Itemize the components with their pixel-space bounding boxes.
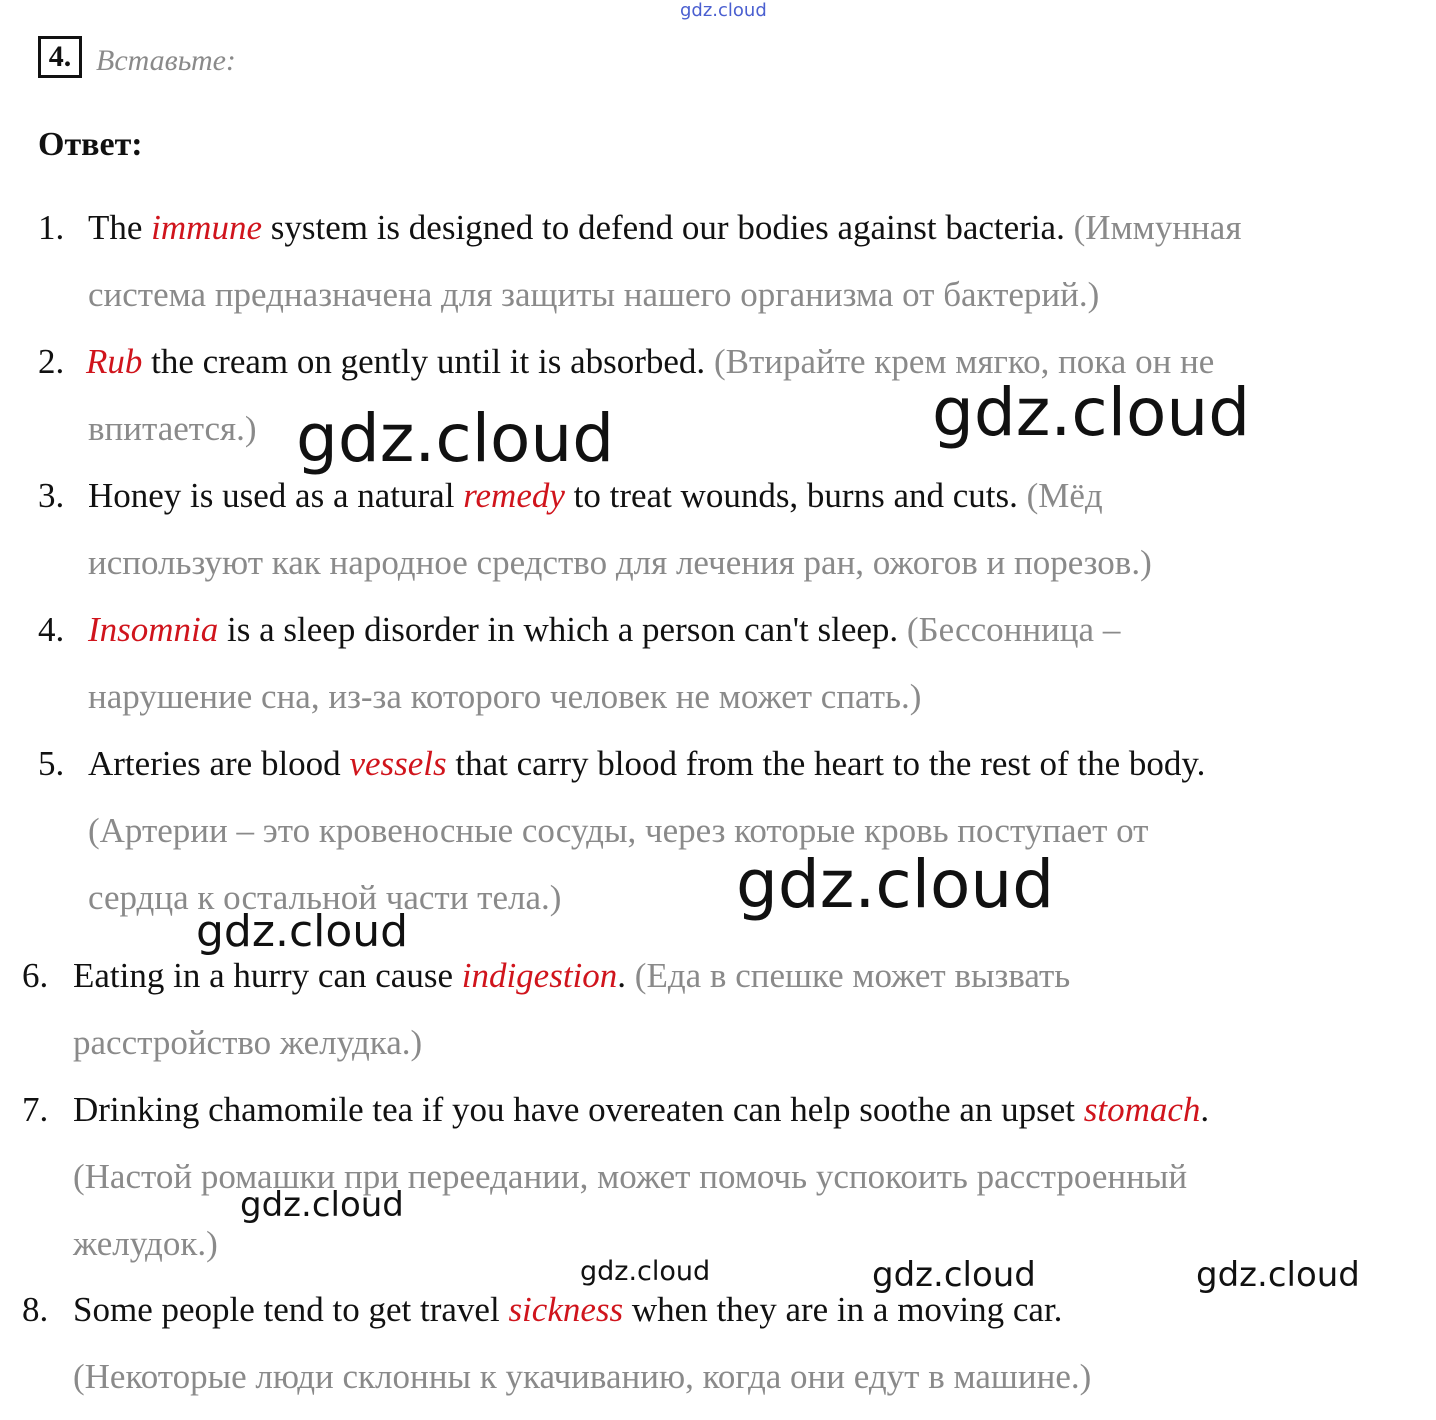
watermark: gdz.cloud: [736, 846, 1055, 923]
translation-text: желудок.): [73, 1224, 218, 1263]
item-sentence: [88, 744, 1205, 784]
item-sentence: [73, 956, 1070, 996]
answer-word: immune: [151, 208, 262, 247]
translation-text: (Бессонница –: [906, 610, 1121, 649]
sentence-text: Honey is used as a natural: [88, 476, 464, 515]
item-sentence: [73, 1090, 1209, 1130]
translation-text: нарушение сна, из-за которого человек не может спать.): [88, 677, 922, 716]
watermark: gdz.cloud: [240, 1185, 404, 1225]
translation-text: (Мёд: [1026, 476, 1103, 515]
item-number: 3.: [38, 476, 65, 515]
item-sentence: [88, 476, 1103, 516]
translation-text: (Артерии – это кровеносные сосуды, через которые кровь поступает от: [88, 811, 1149, 850]
item-number: 8.: [22, 1290, 49, 1329]
sentence-text: when they are in a moving car.: [623, 1290, 1063, 1329]
task-number: 4.: [38, 36, 82, 78]
sentence-text: Arteries are blood: [88, 744, 350, 783]
watermark: gdz.cloud: [1196, 1255, 1360, 1295]
answer-word: Rub: [86, 342, 143, 381]
watermark: gdz.cloud: [580, 1256, 711, 1287]
watermark: gdz.cloud: [932, 374, 1251, 451]
translation-text: (Еда в спешке может вызвать: [634, 956, 1071, 995]
watermark: gdz.cloud: [296, 400, 615, 477]
sentence-text: .: [1200, 1090, 1210, 1129]
sentence-text: system is designed to defend our bodies against bacteria.: [261, 208, 1074, 247]
translation-text: впитается.): [88, 409, 257, 448]
item-number: 2.: [38, 342, 65, 381]
answer-word: remedy: [463, 476, 565, 515]
item-number: 4.: [38, 610, 65, 649]
item-sentence: [88, 610, 1120, 650]
answer-label: Ответ:: [38, 126, 143, 163]
sentence-text: Some people tend to get travel: [73, 1290, 509, 1329]
item-number: 1.: [38, 208, 65, 247]
sentence-text: that carry blood from the heart to the rest of the body.: [446, 744, 1206, 783]
translation-text: используют как народное средство для лечения ран, ожогов и порезов.): [88, 543, 1152, 582]
translation-text: (Некоторые люди склонны к укачиванию, когда они едут в машине.): [73, 1357, 1092, 1396]
translation-text: расстройство желудка.): [73, 1023, 423, 1062]
item-sentence: [73, 1290, 1062, 1330]
item-number: 5.: [38, 744, 65, 783]
sentence-text: Eating in a hurry can cause: [73, 956, 462, 995]
sentence-text: Drinking chamomile tea if you have overeaten can help soothe an upset: [73, 1090, 1084, 1129]
sentence-text: to treat wounds, burns and cuts.: [564, 476, 1027, 515]
answer-word: sickness: [508, 1290, 624, 1329]
sentence-text: The: [88, 208, 152, 247]
answer-word: stomach: [1083, 1090, 1201, 1129]
sentence-text: is a sleep disorder in which a person can't sleep.: [218, 610, 907, 649]
item-number: 7.: [22, 1090, 49, 1129]
translation-text: (Втирайте крем мягко, пока он не: [713, 342, 1215, 381]
answer-word: vessels: [349, 744, 447, 783]
answer-word: indigestion: [461, 956, 618, 995]
watermark-top: gdz.cloud: [680, 0, 767, 21]
task-instruction: Вставьте:: [96, 44, 236, 77]
translation-text: сердца к остальной части тела.): [88, 878, 562, 917]
translation-text: (Настой ромашки при переедании, может помочь успокоить расстроенный: [73, 1157, 1188, 1196]
item-sentence: [88, 208, 1241, 248]
translation-text: система предназначена для защиты нашего организма от бактерий.): [88, 275, 1100, 314]
translation-text: (Иммунная: [1073, 208, 1242, 247]
sentence-text: .: [617, 956, 635, 995]
item-number: 6.: [22, 956, 49, 995]
answer-word: Insomnia: [88, 610, 219, 649]
watermark: gdz.cloud: [872, 1255, 1036, 1295]
sentence-text: the cream on gently until it is absorbed.: [142, 342, 714, 381]
watermark: gdz.cloud: [196, 906, 409, 957]
